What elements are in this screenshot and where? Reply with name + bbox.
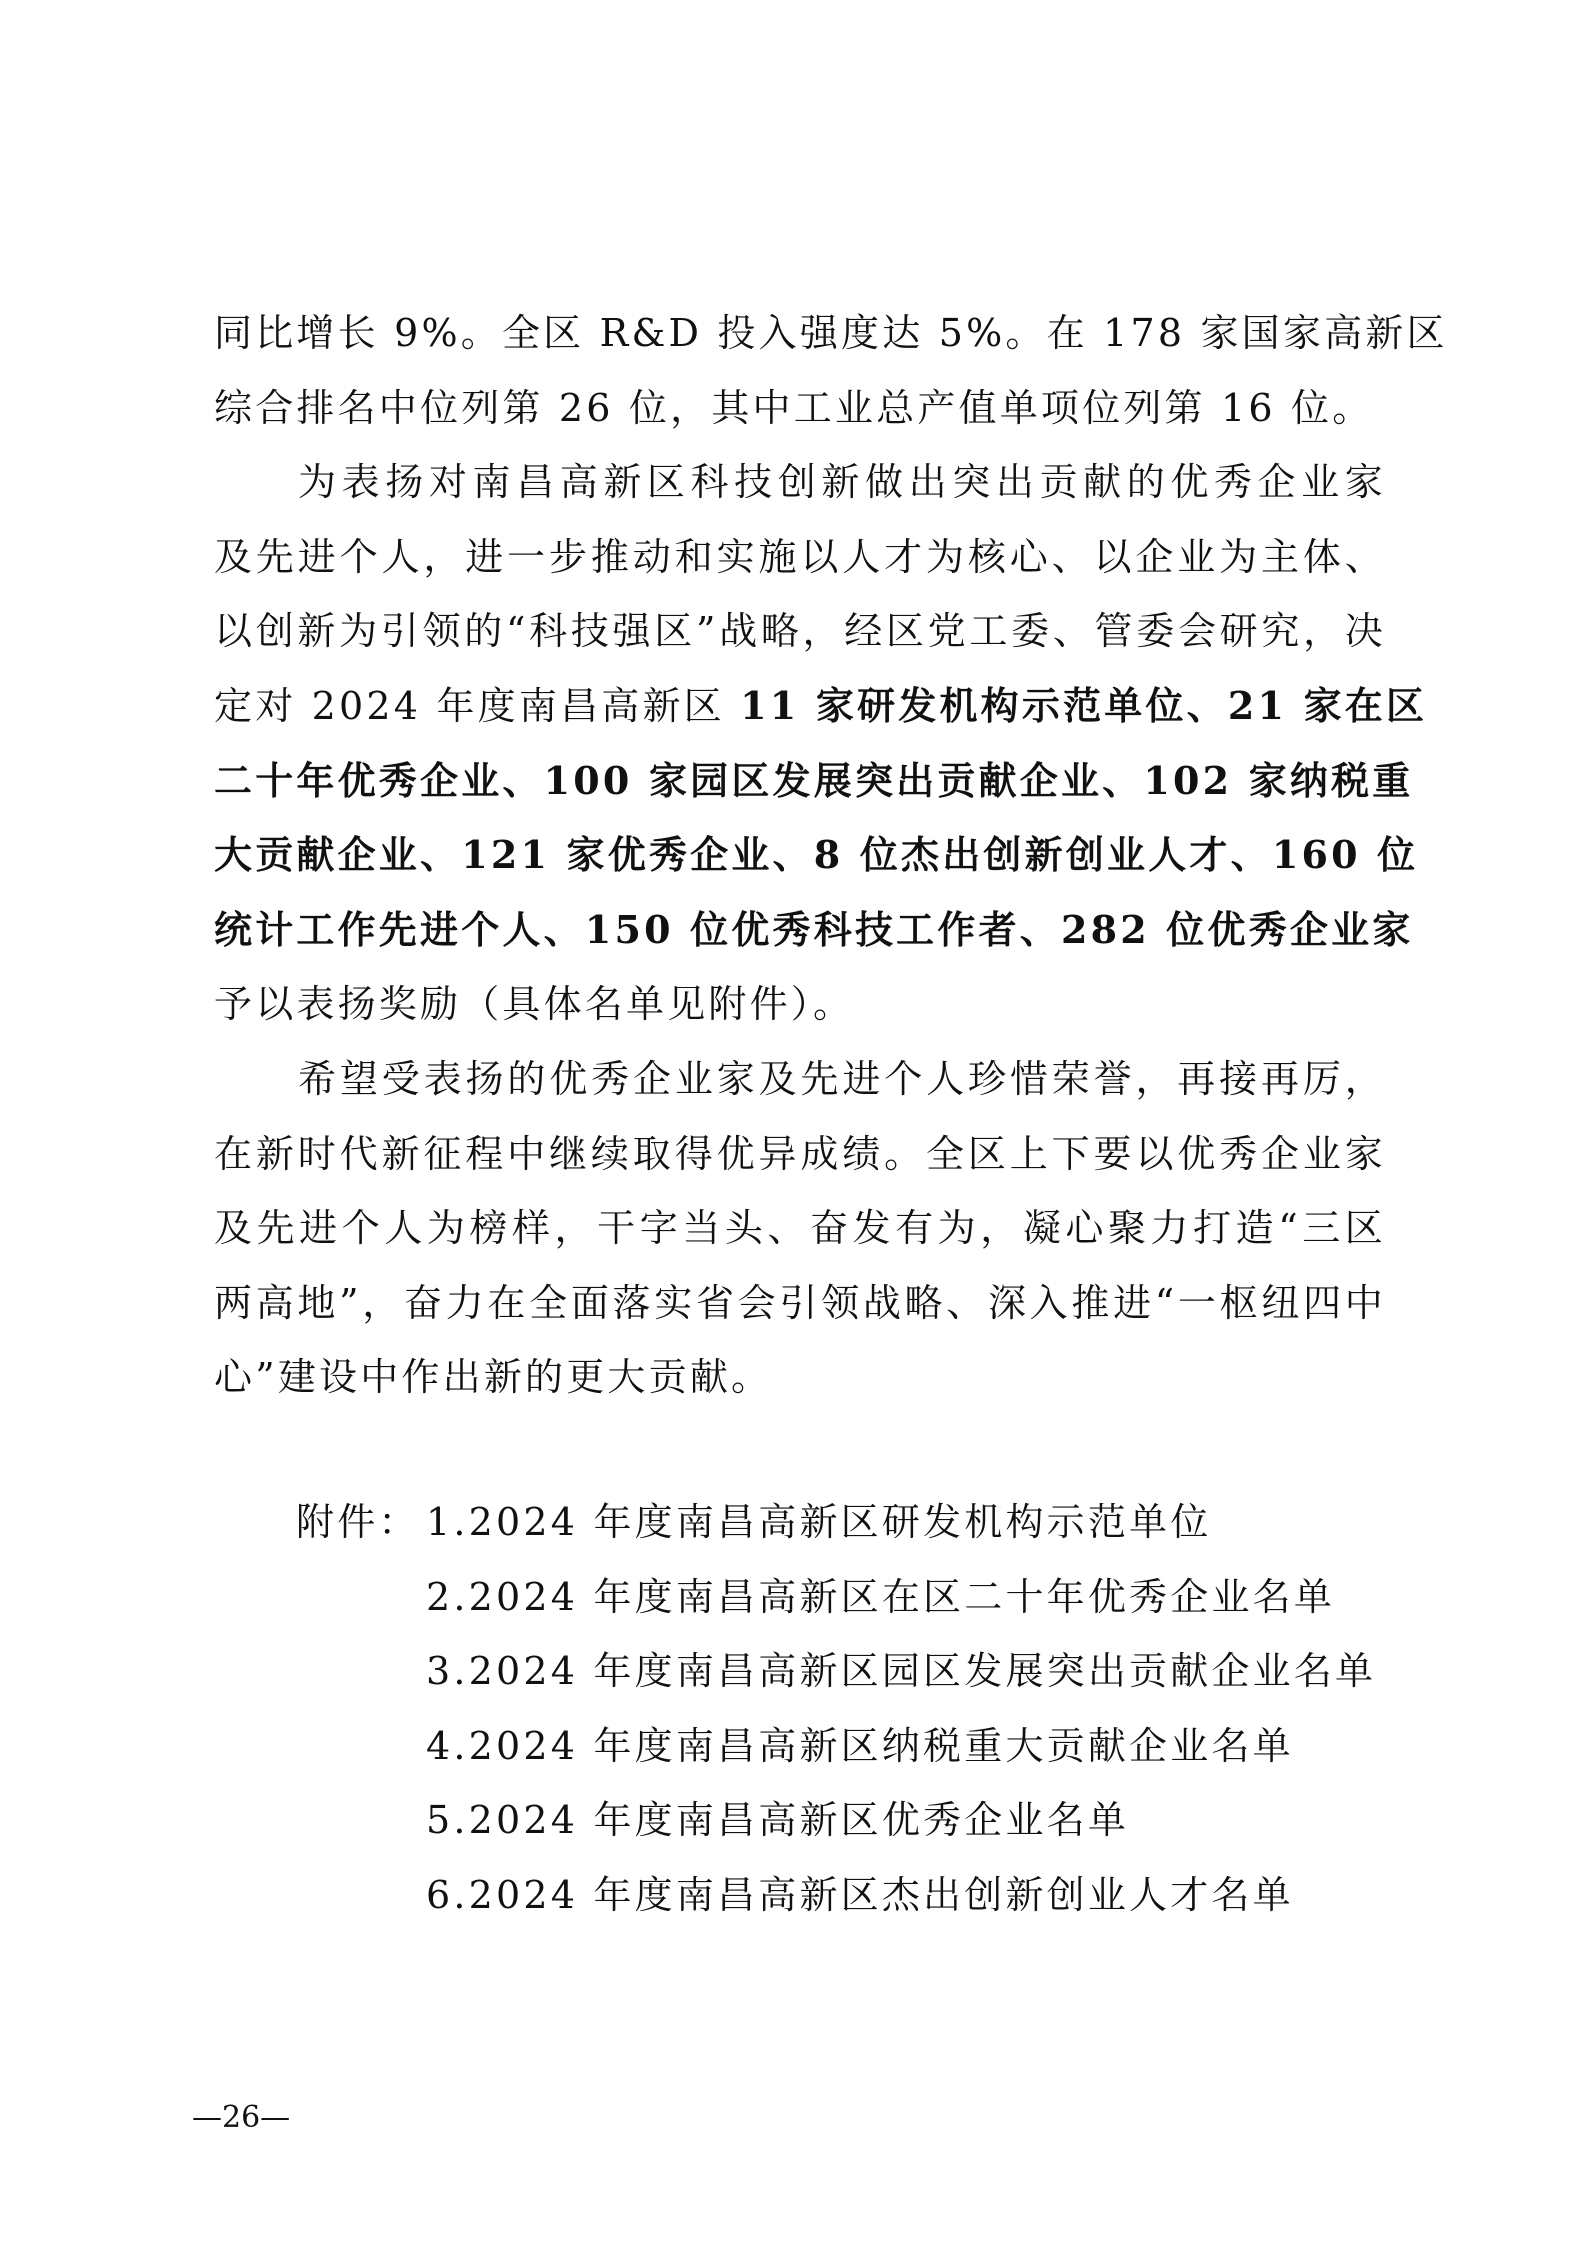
text-segment: 定对 2024 年度南昌高新区 xyxy=(214,683,741,728)
body-text xyxy=(214,296,1448,1415)
attachment-item xyxy=(296,1858,1376,1933)
paragraph-encouragement xyxy=(214,1042,1386,1415)
attachment-item xyxy=(296,1783,1376,1858)
text-line: 及先进个人为榜样，干字当头、奋发有为，凝心聚力打造“三区 xyxy=(214,1206,1386,1251)
paragraph-commendation xyxy=(214,445,1428,1042)
attachment-title: 5.2024 年度南昌高新区优秀企业名单 xyxy=(426,1798,1130,1843)
text-line: 心”建设中作出新的更大贡献。 xyxy=(214,1355,773,1400)
award-count-text: 二十年优秀企业、100 家园区发展突出贡献企业、102 家纳税重 xyxy=(214,757,1414,803)
text-line: 两高地”，奋力在全面落实省会引领战略、深入推进“一枢纽四中 xyxy=(214,1280,1386,1325)
attachment-title: 1.2024 年度南昌高新区研发机构示范单位 xyxy=(426,1500,1212,1544)
text-line: 同比增长 9%。全区 R&D 投入强度达 5%。在 178 家国家高新区 xyxy=(214,311,1448,355)
text-line: 以创新为引领的“科技强区”战略，经区党工委、管委会研究，决 xyxy=(214,609,1386,654)
text-line: 综合排名中位列第 26 位，其中工业总产值单项位列第 16 位。 xyxy=(214,385,1374,430)
award-count-text: 统计工作先进个人、150 位优秀科技工作者、282 位优秀企业家 xyxy=(214,906,1414,952)
text-line: 及先进个人，进一步推动和实施以人才为核心、以企业为主体、 xyxy=(214,534,1386,579)
attachment-title: 4.2024 年度南昌高新区纳税重大贡献企业名单 xyxy=(426,1723,1294,1768)
award-count-text: 11 家研发机构示范单位、21 家在区 xyxy=(740,682,1428,728)
attachment-title: 6.2024 年度南昌高新区杰出创新创业人才名单 xyxy=(426,1872,1294,1917)
text-line: 在新时代新征程中继续取得优异成绩。全区上下要以优秀企业家 xyxy=(214,1131,1386,1176)
text-line: 希望受表扬的优秀企业家及先进个人珍惜荣誉，再接再厉， xyxy=(298,1056,1386,1101)
attachments-list xyxy=(296,1485,1376,1933)
text-line: 予以表扬奖励（具体名单见附件）。 xyxy=(214,982,855,1027)
text-line: 为表扬对南昌高新区科技创新做出突出贡献的优秀企业家 xyxy=(298,460,1386,505)
paragraph-statistics xyxy=(214,296,1448,445)
attachment-item xyxy=(296,1709,1376,1784)
attachment-item xyxy=(296,1634,1376,1709)
attachment-title: 3.2024 年度南昌高新区园区发展突出贡献企业名单 xyxy=(426,1649,1377,1694)
attachment-item xyxy=(296,1485,1376,1560)
attachment-item xyxy=(296,1560,1376,1635)
page-number: —26— xyxy=(192,2100,291,2135)
text-line xyxy=(214,669,1428,744)
award-count-text: 大贡献企业、121 家优秀企业、8 位杰出创新创业人才、160 位 xyxy=(214,832,1419,878)
attachments-label: 附件： xyxy=(296,1500,420,1544)
attachment-title: 2.2024 年度南昌高新区在区二十年优秀企业名单 xyxy=(426,1574,1336,1619)
